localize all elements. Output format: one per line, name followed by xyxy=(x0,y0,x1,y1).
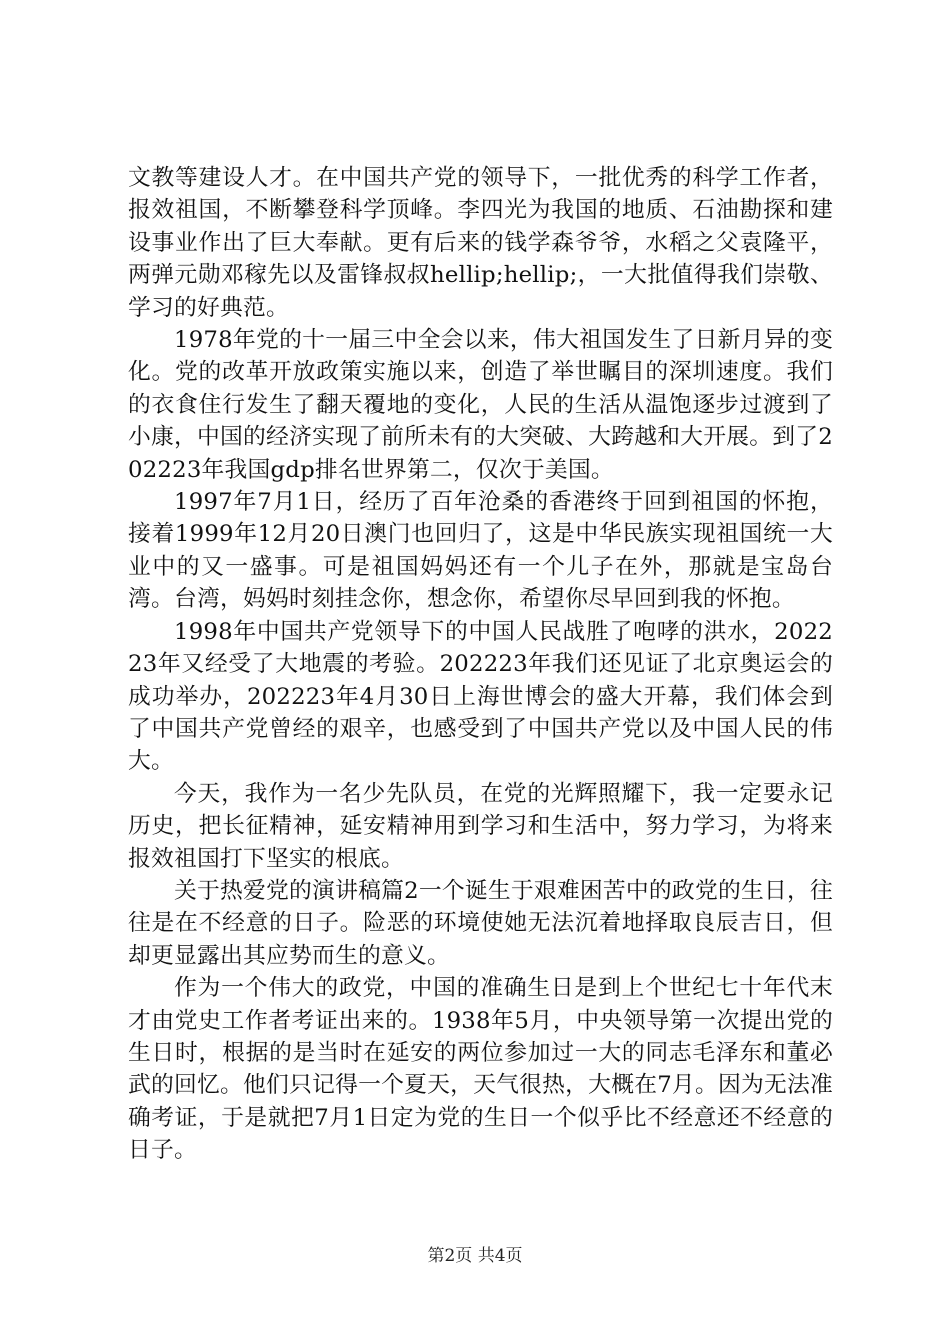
paragraph-party-birthday: 作为一个伟大的政党，中国的准确生日是到上个世纪七十年代末才由党史工作者考证出来的。1938年5月，中央领导第一次提出党的生日时，根据的是当时在延安的两位参加过一大的同志毛泽东和董必武的回忆。他们只记得一个夏天，天气很热，大概在7月。因为无法准确考证，于是就把7月1日定为党的生日一个似乎比不经意还不经意的日子。 xyxy=(128,975,833,1164)
paragraph-hongkong-macau: 1997年7月1日，经历了百年沧桑的香港终于回到祖国的怀抱，接着1999年12月20日澳门也回归了，这是中华民族实现祖国统一大业中的又一盛事。可是祖国妈妈还有一个儿子在外，那就是宝岛台湾。台湾，妈妈时刻挂念你，想念你，希望你尽早回到我的怀抱。 xyxy=(128,489,833,613)
paragraph-scientists: 文教等建设人才。在中国共产党的领导下，一批优秀的科学工作者，报效祖国，不断攀登科学顶峰。李四光为我国的地质、石油勘探和建设事业作出了巨大奉献。更有后来的钱学森爷爷，水稻之父袁隆平，两弹元勋邓稼先以及雷锋叔叔hellip;hellip;，一大批值得我们崇敬、学习的好典范。 xyxy=(128,165,833,321)
paragraph-speech-2-intro: 关于热爱党的演讲稿篇2一个诞生于艰难困苦中的政党的生日，往往是在不经意的日子。险恶的环境使她无法沉着地择取良辰吉日，但却更显露出其应势而生的意义。 xyxy=(128,877,833,969)
paragraph-reform-opening: 1978年党的十一届三中全会以来，伟大祖国发生了日新月异的变化。党的改革开放政策实施以来，创造了举世瞩目的深圳速度。我们的衣食住行发生了翻天覆地的变化，人民的生活从温饱逐步过渡到了小康，中国的经济实现了前所未有的大突破、大跨越和大开展。到了202223年我国gdp排名世界第二，仅次于美国。 xyxy=(128,327,833,483)
page-footer: 第2页 共4页 xyxy=(427,1246,523,1266)
document-body xyxy=(128,162,833,1167)
paragraph-flood-earthquake: 1998年中国共产党领导下的中国人民战胜了咆哮的洪水，202223年又经受了大地震的考验。202223年我们还见证了北京奥运会的成功举办，202223年4月30日上海世博会的盛大开幕，我们体会到了中国共产党曾经的艰辛，也感受到了中国共产党以及中国人民的伟大。 xyxy=(128,618,833,775)
paragraph-young-pioneer: 今天，我作为一名少先队员，在党的光辉照耀下，我一定要永记历史，把长征精神，延安精神用到学习和生活中，努力学习，为将来报效祖国打下坚实的根底。 xyxy=(128,780,833,872)
